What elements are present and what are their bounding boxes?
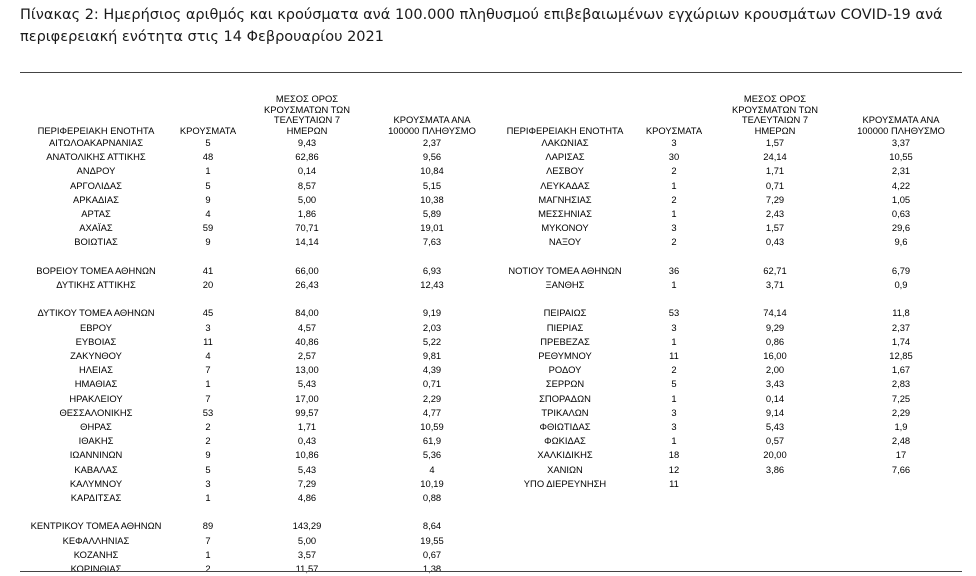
cell-cases: 3 [671, 137, 677, 148]
table-row [22, 463, 496, 477]
cell-cases: 59 [202, 222, 214, 234]
spacer-cell [836, 250, 966, 264]
cell-cases: 1 [671, 279, 677, 291]
table-row [496, 335, 966, 349]
cell-avg: 66,00 [295, 264, 319, 276]
cell-avg: 11,57 [295, 563, 319, 575]
cell-unit: ΡΟΔΟΥ [548, 364, 582, 376]
cell-unit: ΜΑΓΝΗΣΙΑΣ [538, 193, 592, 205]
cell-per100k: 7,25 [891, 392, 911, 404]
table-row [22, 519, 496, 533]
cell-unit: ΑΝΑΤΟΛΙΚΗΣ ΑΤΤΙΚΗΣ [46, 151, 146, 163]
table-row [22, 207, 496, 221]
cell-cases: 18 [668, 449, 680, 461]
cell-per100k: 0,88 [422, 492, 442, 504]
table-row [22, 321, 496, 335]
cell-unit: ΞΑΝΘΗΣ [545, 279, 585, 291]
cell-cases: 1 [671, 208, 677, 220]
cell-cases: 30 [668, 151, 680, 163]
cell-cases: 9 [205, 236, 211, 248]
table-row [496, 207, 966, 221]
cell-unit: ΛΑΚΩΝΙΑΣ [541, 137, 589, 148]
cell-unit: ΘΗΡΑΣ [80, 421, 112, 433]
cell-cases: 11 [669, 477, 679, 489]
rows-left [22, 136, 496, 576]
cell-cases: 3 [671, 222, 677, 234]
cell-cases: 1 [205, 548, 211, 560]
cell-cases: 2 [205, 421, 211, 433]
cell-avg: 5,43 [765, 421, 785, 433]
cell-per100k: 9,6 [894, 236, 908, 248]
cell-unit: ΘΕΣΣΑΛΟΝΙΚΗΣ [59, 406, 133, 418]
table-row [22, 193, 496, 207]
cell-cases: 36 [668, 264, 680, 276]
table-row [496, 164, 966, 178]
cell-per100k: 2,37 [422, 137, 442, 148]
table-row [496, 477, 966, 491]
cell-unit: ΜΥΚΟΝΟΥ [541, 222, 589, 234]
cell-avg: 0,71 [765, 179, 785, 191]
cell-cases: 48 [202, 151, 214, 163]
cell-per100k: 10,84 [420, 165, 444, 177]
cell-unit: ΚΕΦΑΛΛΗΝΙΑΣ [62, 534, 130, 546]
cell-unit: ΔΥΤΙΚΟΥ ΤΟΜΕΑ ΑΘΗΝΩΝ [37, 307, 155, 319]
spacer-cell [714, 292, 836, 306]
cell-per100k: 11,8 [892, 307, 910, 319]
cell-cases: 4 [205, 350, 211, 362]
cell-unit: ΙΘΑΚΗΣ [78, 435, 114, 447]
cell-avg: 10,86 [295, 449, 319, 461]
cell-avg: 99,57 [295, 406, 319, 418]
spacer-cell [22, 292, 170, 306]
cell-unit: ΚΑΛΥΜΝΟΥ [69, 477, 123, 489]
cell-unit: ΑΡΤΑΣ [81, 208, 111, 220]
cell-avg: 3,86 [765, 463, 785, 475]
cell-cases: 1 [671, 179, 677, 191]
cell-avg: 24,14 [763, 151, 787, 163]
cell-unit: ΒΟΙΩΤΙΑΣ [74, 236, 118, 248]
header-per100k: ΚΡΟΥΣΜΑΤΑ ΑΝΑ 100000 ΠΛΗΘΥΣΜΟ [857, 114, 945, 136]
table-row [22, 491, 496, 505]
cell-avg: 7,29 [765, 193, 785, 205]
cell-unit: ΛΕΣΒΟΥ [546, 165, 584, 177]
cell-cases: 7 [205, 392, 211, 404]
cell-avg: 17,00 [295, 392, 319, 404]
header-cases: ΚΡΟΥΣΜΑΤΑ [645, 124, 703, 136]
spacer-cell [170, 505, 246, 519]
header-cases: ΚΡΟΥΣΜΑΤΑ [179, 124, 237, 136]
cell-per100k: 1,67 [891, 364, 911, 376]
cell-per100k: 1,38 [422, 563, 442, 575]
cell-cases: 5 [205, 179, 211, 191]
spacer-row [496, 250, 966, 264]
table-row [22, 278, 496, 292]
table-row [22, 548, 496, 562]
cell-per100k: 2,29 [422, 392, 442, 404]
cell-unit: ΠΙΕΡΙΑΣ [546, 321, 584, 333]
cell-per100k: 5,15 [422, 179, 442, 191]
cell-per100k: 17 [895, 449, 907, 461]
cell-avg: 2,57 [297, 350, 317, 362]
cell-per100k: 12,43 [420, 279, 444, 291]
table-row [496, 434, 966, 448]
cell-unit: ΧΑΛΚΙΔΙΚΗΣ [537, 449, 593, 461]
cell-per100k: 4,39 [422, 364, 442, 376]
cell-unit: ΚΕΝΤΡΙΚΟΥ ΤΟΜΕΑ ΑΘΗΝΩΝ [30, 520, 162, 532]
table-row [496, 136, 966, 150]
cell-unit: ΦΩΚΙΔΑΣ [544, 435, 586, 447]
cell-cases: 7 [205, 364, 211, 376]
cell-cases: 3 [205, 477, 211, 489]
header-avg: ΜΕΣΟΣ ΟΡΟΣ ΚΡΟΥΣΜΑΤΩΝ ΤΩΝ ΤΕΛΕΥΤΑΙΩΝ 7 ΗΜΕΡΩΝ [263, 94, 351, 136]
cell-cases: 12 [668, 463, 680, 475]
cell-cases: 11 [669, 350, 679, 362]
cell-unit: ΠΕΙΡΑΙΩΣ [543, 307, 587, 319]
cell-unit: ΚΑΒΑΛΑΣ [74, 463, 118, 475]
cell-per100k: 10,19 [420, 477, 444, 489]
spacer-row [22, 292, 496, 306]
table-caption: Πίνακας 2: Ημερήσιος αριθμός και κρούσματα ανά 100.000 πληθυσμού επιβεβαιωμένων εγχώριων κρουσμάτων COVID-19 ανά περιφερειακή ενότητα στις 14 Φεβρουαρίου 2021 [20, 7, 943, 45]
cell-cases: 1 [671, 392, 677, 404]
cell-per100k: 0,71 [422, 378, 442, 390]
rows-right [496, 136, 966, 491]
table-row [496, 463, 966, 477]
spacer-cell [634, 292, 714, 306]
cell-unit: ΗΜΑΘΙΑΣ [74, 378, 118, 390]
cell-per100k: 7,63 [422, 236, 442, 248]
cell-avg: 143,29 [292, 520, 322, 532]
table-row [496, 306, 966, 320]
spacer-cell [714, 250, 836, 264]
cell-cases: 53 [202, 406, 214, 418]
cell-per100k: 6,79 [891, 264, 911, 276]
cell-unit: ΗΛΕΙΑΣ [79, 364, 113, 376]
cell-cases: 53 [668, 307, 680, 319]
cell-per100k: 12,85 [889, 350, 913, 362]
spacer-cell [368, 292, 496, 306]
table-row [22, 164, 496, 178]
cell-avg: 4,86 [297, 492, 317, 504]
cell-cases: 89 [202, 520, 214, 532]
spacer-cell [368, 250, 496, 264]
table-row [496, 221, 966, 235]
cell-avg: 0,14 [765, 392, 785, 404]
cell-cases: 1 [671, 435, 677, 447]
cell-unit: ΑΙΤΩΛΟΑΚΑΡΝΑΝΙΑΣ [48, 137, 144, 148]
cell-per100k: 1,9 [894, 421, 908, 433]
cell-avg: 5,00 [297, 534, 317, 546]
table-row [22, 363, 496, 377]
cell-avg: 9,29 [765, 321, 785, 333]
cell-per100k: 7,66 [891, 463, 911, 475]
spacer-cell [22, 505, 170, 519]
cell-cases: 45 [202, 307, 214, 319]
cell-unit: ΡΕΘΥΜΝΟΥ [538, 350, 592, 362]
cell-avg: 9,14 [765, 406, 785, 418]
cell-unit: ΣΕΡΡΩΝ [545, 378, 585, 390]
cell-cases: 2 [205, 563, 211, 575]
cell-cases: 2 [671, 364, 677, 376]
cell-cases: 3 [671, 406, 677, 418]
cell-avg: 8,57 [297, 179, 317, 191]
cell-avg: 0,57 [765, 435, 785, 447]
table-row [496, 377, 966, 391]
cell-per100k: 2,37 [891, 321, 911, 333]
cell-per100k: 8,64 [422, 520, 442, 532]
table-row [496, 321, 966, 335]
cell-unit: ΕΥΒΟΙΑΣ [75, 335, 117, 347]
header-unit: ΠΕΡΙΦΕΡΕΙΑΚΗ ΕΝΟΤΗΤΑ [37, 124, 155, 136]
cell-avg: 0,43 [765, 236, 785, 248]
cell-per100k: 0,9 [894, 279, 908, 291]
cell-cases: 4 [205, 208, 211, 220]
cell-avg: 3,71 [765, 279, 785, 291]
table-row [496, 363, 966, 377]
table-row [22, 434, 496, 448]
cell-per100k: 5,36 [422, 449, 442, 461]
cell-avg: 2,43 [765, 208, 785, 220]
cell-per100k: 2,03 [422, 321, 442, 333]
cell-per100k: 0,67 [422, 548, 442, 560]
spacer-row [22, 250, 496, 264]
cell-unit: ΚΑΡΔΙΤΣΑΣ [70, 492, 122, 504]
cell-cases: 20 [202, 279, 214, 291]
cell-avg: 9,43 [297, 137, 317, 148]
cell-per100k: 9,19 [422, 307, 442, 319]
cell-unit: ΛΑΡΙΣΑΣ [545, 151, 585, 163]
cell-avg: 14,14 [295, 236, 319, 248]
table-row [496, 420, 966, 434]
cell-avg: 62,71 [763, 264, 787, 276]
spacer-cell [496, 292, 634, 306]
cell-unit: ΧΑΝΙΩΝ [547, 463, 583, 475]
table-row [496, 278, 966, 292]
cell-per100k: 3,37 [891, 137, 911, 148]
table-row [496, 179, 966, 193]
cell-avg: 3,57 [297, 548, 317, 560]
table-row [496, 235, 966, 249]
table-row [22, 136, 496, 150]
header-row [496, 94, 966, 136]
cell-avg: 0,43 [297, 435, 317, 447]
cell-per100k: 2,83 [891, 378, 911, 390]
cell-per100k: 2,31 [891, 165, 911, 177]
cell-avg [714, 477, 836, 491]
bottom-rule [20, 571, 962, 572]
regional-table-right [496, 94, 966, 491]
cell-avg: 16,00 [763, 350, 787, 362]
cell-avg: 2,00 [765, 364, 785, 376]
cell-avg: 40,86 [295, 335, 319, 347]
cell-cases: 5 [205, 137, 211, 148]
cell-per100k: 1,05 [891, 193, 911, 205]
spacer-cell [246, 292, 368, 306]
cell-per100k: 4,22 [891, 179, 911, 191]
cell-unit: ΚΟΡΙΝΘΙΑΣ [70, 563, 122, 575]
cell-per100k: 5,89 [422, 208, 442, 220]
table-row [496, 406, 966, 420]
cell-per100k: 0,63 [891, 208, 911, 220]
cell-unit: ΒΟΡΕΙΟΥ ΤΟΜΕΑ ΑΘΗΝΩΝ [36, 264, 156, 276]
spacer-cell [246, 250, 368, 264]
cell-unit: ΛΕΥΚΑΔΑΣ [540, 179, 590, 191]
cell-unit: ΥΠΟ ΔΙΕΡΕΥΝΗΣΗ [523, 477, 607, 489]
cell-avg: 5,00 [297, 193, 317, 205]
cell-unit: ΑΝΔΡΟΥ [76, 165, 116, 177]
cell-unit: ΖΑΚΥΝΘΟΥ [70, 350, 122, 362]
spacer-cell [634, 250, 714, 264]
table-row [22, 264, 496, 278]
table-row [22, 335, 496, 349]
cell-unit: ΦΘΙΩΤΙΔΑΣ [539, 421, 591, 433]
table-row [22, 349, 496, 363]
cell-avg: 62,86 [295, 151, 319, 163]
cell-unit: ΚΟΖΑΝΗΣ [73, 548, 119, 560]
cell-unit: ΔΥΤΙΚΗΣ ΑΤΤΙΚΗΣ [56, 279, 136, 291]
cell-unit: ΙΩΑΝΝΙΝΩΝ [69, 449, 123, 461]
regional-table-left [22, 94, 496, 576]
cell-cases: 41 [202, 264, 214, 276]
cell-per100k: 1,74 [891, 335, 911, 347]
cell-cases: 1 [205, 492, 211, 504]
cell-avg: 84,00 [295, 307, 319, 319]
cell-avg: 1,71 [297, 421, 317, 433]
cell-unit: ΑΡΓΟΛΙΔΑΣ [70, 179, 122, 191]
table-row [496, 264, 966, 278]
cell-unit: ΕΒΡΟΥ [79, 321, 112, 333]
table-row [22, 392, 496, 406]
header-avg: ΜΕΣΟΣ ΟΡΟΣ ΚΡΟΥΣΜΑΤΩΝ ΤΩΝ ΤΕΛΕΥΤΑΙΩΝ 7 ΗΜΕΡΩΝ [731, 94, 819, 136]
table-row [496, 448, 966, 462]
spacer-cell [496, 250, 634, 264]
cell-per100k: 6,93 [422, 264, 442, 276]
cell-avg: 3,43 [765, 378, 785, 390]
cell-per100k: 29,6 [891, 222, 911, 234]
cell-avg: 1,71 [765, 165, 785, 177]
cell-per100k: 9,81 [422, 350, 442, 362]
cell-per100k: 61,9 [422, 435, 442, 447]
spacer-cell [170, 250, 246, 264]
header-per100k: ΚΡΟΥΣΜΑΤΑ ΑΝΑ 100000 ΠΛΗΘΥΣΜΟ [388, 114, 476, 136]
cell-unit: ΤΡΙΚΑΛΩΝ [541, 406, 589, 418]
cell-cases: 11 [203, 335, 213, 347]
cell-cases: 3 [671, 321, 677, 333]
cell-cases: 2 [671, 236, 677, 248]
cell-cases: 2 [205, 435, 211, 447]
cell-cases: 5 [205, 463, 211, 475]
cell-avg: 0,86 [765, 335, 785, 347]
table-row [496, 392, 966, 406]
cell-unit: ΑΡΚΑΔΙΑΣ [73, 193, 119, 205]
table-row [22, 179, 496, 193]
cell-per100k: 19,55 [420, 534, 444, 546]
cell-per100k: 4 [429, 463, 435, 475]
table-row [22, 420, 496, 434]
cell-cases: 7 [205, 534, 211, 546]
cell-per100k: 10,59 [420, 421, 444, 433]
cell-avg: 7,29 [297, 477, 317, 489]
cell-unit: ΝΑΞΟΥ [548, 236, 582, 248]
cell-cases: 1 [671, 335, 677, 347]
cell-avg: 0,14 [297, 165, 317, 177]
spacer-cell [836, 292, 966, 306]
spacer-cell [246, 505, 368, 519]
cell-avg: 5,43 [297, 378, 317, 390]
cell-cases: 9 [205, 449, 211, 461]
spacer-row [22, 505, 496, 519]
table-row [22, 235, 496, 249]
table-row [22, 406, 496, 420]
cell-per100k [836, 477, 966, 491]
header-unit: ΠΕΡΙΦΕΡΕΙΑΚΗ ΕΝΟΤΗΤΑ [506, 124, 624, 136]
cell-per100k: 10,55 [889, 151, 913, 163]
cell-per100k: 9,56 [422, 151, 442, 163]
cell-avg: 13,00 [295, 364, 319, 376]
cell-unit: ΝΟΤΙΟΥ ΤΟΜΕΑ ΑΘΗΝΩΝ [508, 264, 622, 276]
cell-avg: 5,43 [297, 463, 317, 475]
cell-avg: 70,71 [295, 222, 319, 234]
cell-cases: 5 [671, 378, 677, 390]
header-row [22, 94, 496, 136]
cell-avg: 1,57 [765, 222, 785, 234]
cell-unit: ΑΧΑΪΑΣ [79, 222, 113, 234]
cell-per100k: 5,22 [422, 335, 442, 347]
cell-per100k: 10,38 [420, 193, 444, 205]
cell-cases: 1 [205, 378, 211, 390]
cell-cases: 2 [671, 165, 677, 177]
table-row [22, 534, 496, 548]
table-row [496, 150, 966, 164]
cell-unit: ΜΕΣΣΗΝΙΑΣ [538, 208, 592, 220]
cell-unit: ΗΡΑΚΛΕΙΟΥ [69, 392, 123, 404]
cell-cases: 2 [671, 193, 677, 205]
cell-avg: 1,86 [297, 208, 317, 220]
cell-cases: 3 [671, 421, 677, 433]
cell-cases: 9 [205, 193, 211, 205]
cell-avg: 1,57 [765, 137, 785, 148]
cell-unit: ΣΠΟΡΑΔΩΝ [539, 392, 591, 404]
table-row [22, 477, 496, 491]
cell-avg: 26,43 [295, 279, 319, 291]
spacer-cell [368, 505, 496, 519]
table-row [22, 377, 496, 391]
spacer-cell [22, 250, 170, 264]
spacer-row [496, 292, 966, 306]
spacer-cell [170, 292, 246, 306]
cell-cases: 3 [205, 321, 211, 333]
table-row [22, 448, 496, 462]
cell-cases: 1 [205, 165, 211, 177]
cell-avg: 20,00 [763, 449, 787, 461]
table-row [496, 193, 966, 207]
cell-per100k: 19,01 [420, 222, 444, 234]
table-row [22, 150, 496, 164]
table-row [496, 349, 966, 363]
cell-unit: ΠΡΕΒΕΖΑΣ [540, 335, 590, 347]
cell-per100k: 2,29 [891, 406, 911, 418]
cell-avg: 4,57 [297, 321, 317, 333]
cell-avg: 74,14 [763, 307, 787, 319]
table-row [22, 221, 496, 235]
table-row [22, 306, 496, 320]
cell-per100k: 2,48 [891, 435, 911, 447]
cell-per100k: 4,77 [422, 406, 442, 418]
top-rule [20, 72, 962, 73]
